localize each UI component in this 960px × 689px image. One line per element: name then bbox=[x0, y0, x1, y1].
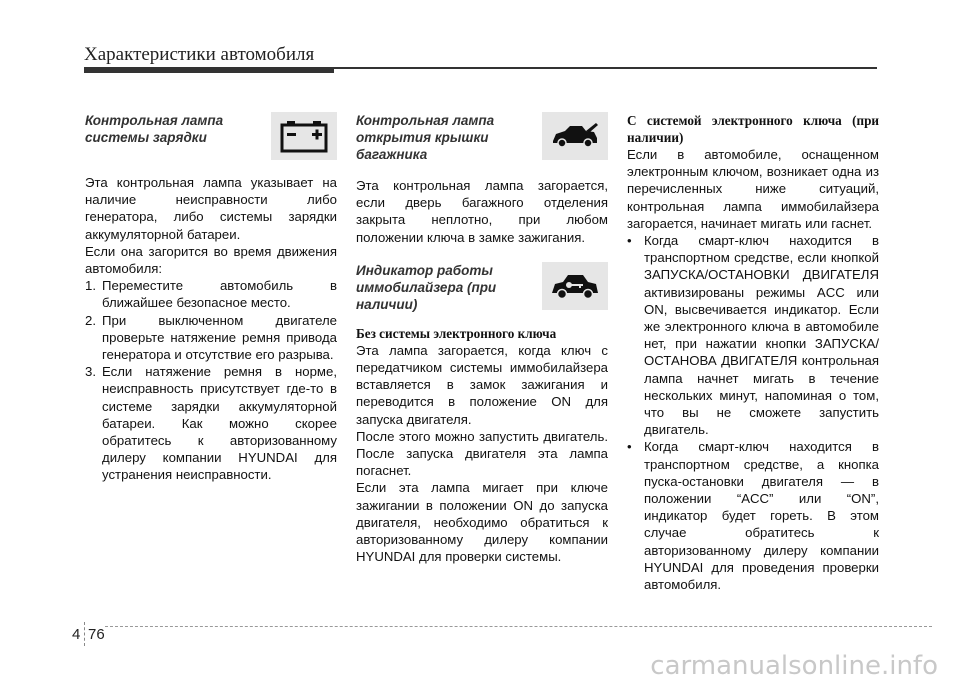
watermark: carmanualsonline.info bbox=[650, 651, 938, 681]
paragraph: Если эта лампа мигает при ключе зажигании в положении ON до запуска двигателя, необходимо обратиться к авторизованному дилеру компании HYUNDAI для проверки системы. bbox=[356, 480, 608, 565]
section-head-immobilizer bbox=[356, 262, 608, 313]
column-charging-lamp bbox=[85, 112, 337, 484]
bullet-list bbox=[627, 232, 879, 593]
subheading: С системой электронного ключа (при наличии) bbox=[627, 113, 879, 145]
subheading: Без системы электронного ключа bbox=[356, 325, 557, 341]
immobilizer-car-key-icon bbox=[542, 262, 608, 310]
trunk-open-icon bbox=[542, 112, 608, 160]
header-rule-accent bbox=[84, 68, 334, 73]
paragraph: После этого можно запустить двигатель. После запуска двигателя эта лампа погаснет. bbox=[356, 428, 608, 479]
footer-divider bbox=[84, 622, 85, 646]
section-head-trunk bbox=[356, 112, 608, 163]
paragraph: Если она загорится во время движения автомобиля: bbox=[85, 243, 337, 277]
footer-rule bbox=[105, 626, 932, 627]
section-title-immobilizer: Индикатор работы иммобилайзера (при наличии) bbox=[356, 262, 497, 312]
list-item: 3. Если натяжение ремня в норме, неисправность присутствует где-то в системе зарядки аккумуляторной батареи. Как можно скорее обратитесь к авторизованному дилеру компании HYUNDAI для устранения неисправности. bbox=[85, 364, 337, 483]
section-head-charging bbox=[85, 112, 337, 160]
page-number: 76 bbox=[88, 626, 105, 643]
section-title-trunk: Контрольная лампа открытия крышки багажника bbox=[356, 113, 495, 162]
column-trunk-immobilizer bbox=[356, 112, 608, 565]
list-item: • Когда смарт-ключ находится в транспортном средстве, если кнопкой ЗАПУСКА/ОСТАНОВКИ ДВИГАТЕЛЯ активизированы режимы ACC или ON, высвечивается индикатор. Если же электронного ключа в автомобиле нет, при нажатии кнопки ЗАПУСКА/ОСТАНОВА ДВИГАТЕЛЯ контрольная лампа начнет мигать в течение нескольких минут, напоминая о том, что вы не сможете запустить двигатель. bbox=[627, 233, 879, 438]
list-item: 1. Переместите автомобиль в ближайшее безопасное место. bbox=[85, 278, 337, 311]
list-item: 2. При выключенном двигателе проверьте натяжение ремня привода генератора и отсутствие его разрыва. bbox=[85, 312, 337, 363]
battery-icon bbox=[271, 112, 337, 160]
column-smart-key bbox=[627, 112, 879, 593]
section-number: 4 bbox=[72, 626, 81, 643]
section-title-charging: Контрольная лампа системы зарядки bbox=[85, 113, 224, 145]
paragraph: Эта контрольная лампа загорается, если дверь багажного отделения закрыта неплотно, при любом положении ключа в замке зажигания. bbox=[356, 178, 608, 245]
steps-list bbox=[85, 277, 337, 483]
paragraph: Эта лампа загорается, когда ключ с передатчиком системы иммобилайзера вставляется в замок зажигания и переводится в положение ON для запуска двигателя. bbox=[356, 342, 608, 427]
page-header-title: Характеристики автомобиля bbox=[84, 44, 315, 65]
list-item: • Когда смарт-ключ находится в транспортном средстве, а кнопка пуска-остановки двигателя — в положении “ACC” или “ON”, индикатор будет гореть. В этом случае обратитесь к авторизованному дилеру компании HYUNDAI для проведения проверки автомобиля. bbox=[627, 439, 879, 593]
paragraph: Если в автомобиле, оснащенном электронным ключом, возникает одна из перечисленных ниже ситуаций, контрольная лампа иммобилайзера загорается, начинает мигать или гаснет. bbox=[627, 147, 879, 231]
paragraph: Эта контрольная лампа указывает на наличие неисправности либо генератора, либо системы зарядки аккумуляторной батареи. bbox=[85, 175, 337, 242]
